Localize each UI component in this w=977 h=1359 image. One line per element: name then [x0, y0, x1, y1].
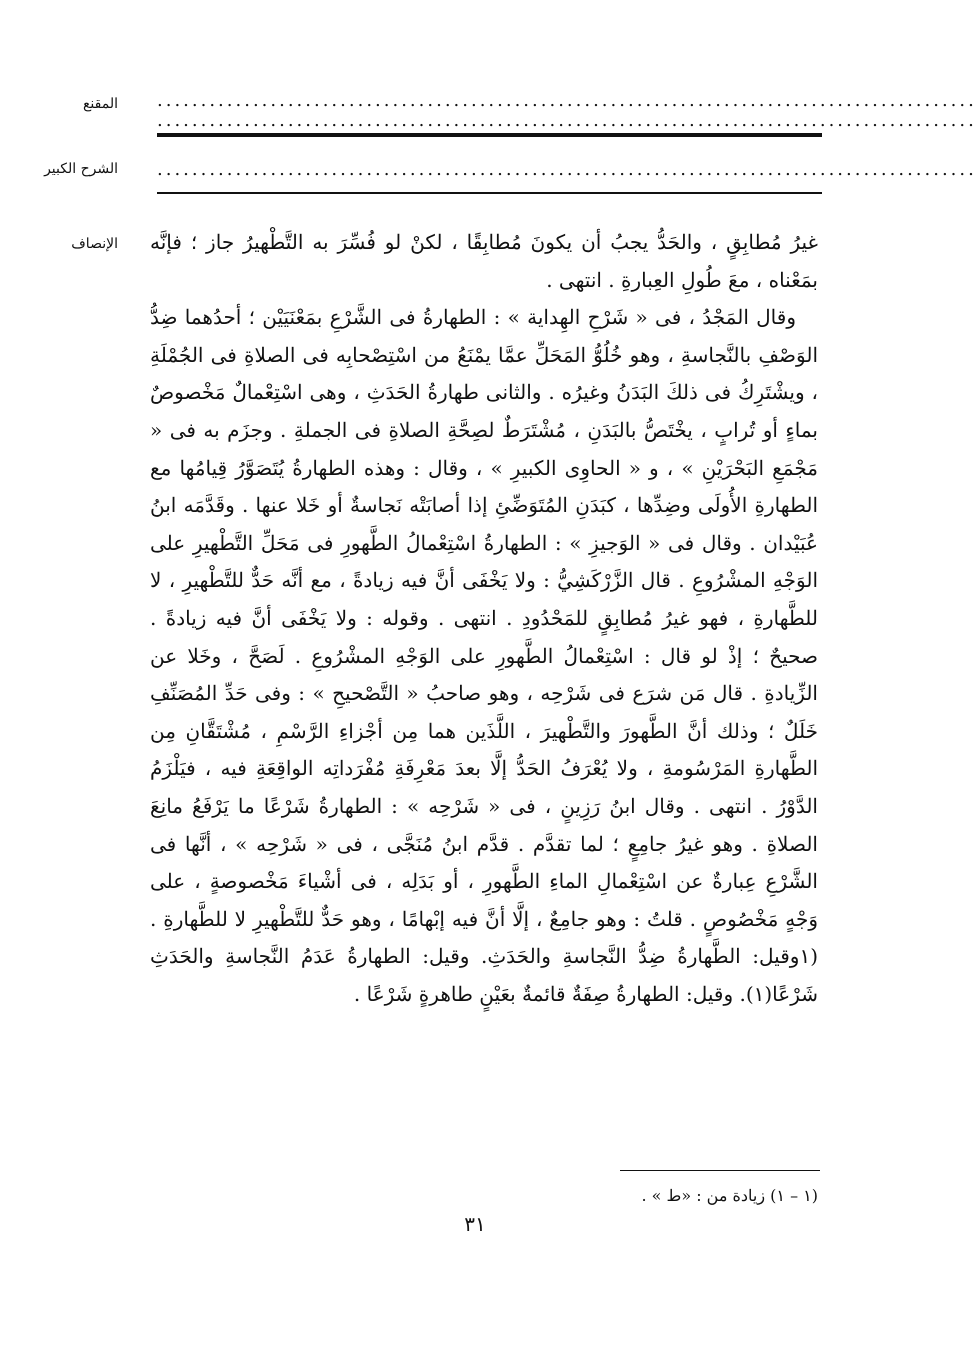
margin-label-insaf: الإنصاف — [71, 236, 118, 252]
paragraph-2: وقال المَجْدُ ، فى « شَرْحِ الهِداية » : الطهارةُ فى الشَّرْعِ بمَعْنَيَيْن ؛ أحدُهما ضِدُّ الوَصْفِ بالنَّجاسةِ ، وهو خُلُوُّ المَحَلِّ عمَّا يمْنَعُ من اسْتِصْحابِه فى الصلاةِ فى الجُمْلَةِ ، ويشْتَرِكُ فى ذلكَ البَدَنُ وغيرُه . والثانى طهارةُ الحَدَثِ ، وهى اسْتِعْمالٌ مَخْصوصٌ بماءٍ أو تُرابٍ ، يخْتَصُّ بالبَدَنِ ، مُشْتَرَطٌ لصِحَّةِ الصلاةِ فى الجملةِ . وجزَم به فى « مَجْمَعِ البَحْرَيْنِ » ، و « الحاوِى الكبيرِ » ، وقال : وهذه الطهارةُ يُتَصَوَّرُ قِيامُها مع الطهارةِ الأُولَى وضِدِّها ، كبَدَنِ المُتَوَضِّئِ إذا أصابَتْه نَجاسةٌ أو خَلا عنها . وقَدَّمَه ابنُ عُبَيْدان . وقال فى « الوَجيزِ » : الطهارةُ اسْتِعْمالُ الطَّهورِ فى مَحَلِّ التَّطْهيرِ على الوَجْهِ المشْرُوعِ . قال الزَّرْكَشِيُّ : ولا يَخْفَى أنَّ فيه زيادةً ، مع أنَّه حَدٌّ للتَّطْهيرِ ، لا للطَّهارةِ ، فهو غيرُ مُطابِقٍ للمَحْدُودِ . انتهى . وقوله : ولا يَخْفَى أنَّ فيه زيادةً . صحيحٌ ؛ إذْ لو قال : اسْتِعْمالُ الطَّهورِ على الوَجْهِ المشْرُوعِ . لَصَحَّ ، وخَلا عن الزِّيادةِ . قال مَن شرَع فى شَرْحِه ، وهو صاحبُ « التَّصْحيحِ » : وفى حَدِّ المُصَنِّفِ خَلَلٌ ؛ وذلك أنَّ الطَّهورَ والتَّطْهيرَ ، اللَّذَين هما مِن أجْزاءِ الرَّسْمِ ، مُشْتَقَّانِ مِن الطَّهارةِ المَرْسُومةِ ، ولا يُعْرَفُ الحَدُّ إلَّا بعدَ مَعْرِفَةِ مُفْرَداتِه الواقِعَةِ فيه ، فيَلْزَمُ الدَّوْرُ . انتهى . وقال ابنُ رَزِينٍ ، فى « شَرْحِه » : الطهارةُ شَرْعًا ما يَرْفَعُ مانِعَ الصلاةِ . وهو غيرُ جامِعٍ ؛ لما تقدَّم . قدَّم ابنُ مُنَجَّى ، فى « شَرْحِه » ، أنَّها فى الشَّرْعِ عِبارةٌ عن اسْتِعْمالِ الماءِ الطَّهورِ ، أو بَدَلِه ، فى أشْياءَ مَخْصوصةٍ ، على وَجْهٍ مَخْصُوصٍ . قلتُ : وهو جامِعٌ ، إلَّا أنَّ فيه إبْهامًا ، وهو حَدٌّ للتَّطْهيرِ لا للطَّهارةِ . (١وقيل: الطَّهارةُ ضِدُّ النَّجاسةِ والحَدَثِ. وقيل: الطهارةُ عَدَمُ النَّجاسةِ والحَدَثِ شَرْعًا(١). وقيل: الطهارةُ صِفَةٌ قائمةٌ بعَيْنٍ طاهرةٍ شَرْعًا . — [150, 305, 819, 1006]
page-number: ٣١ — [464, 1212, 486, 1236]
dotted-line-sharh: .............................................................................................. — [157, 159, 977, 180]
main-text — [150, 224, 818, 1013]
footnote-divider — [620, 1170, 820, 1171]
thick-divider — [157, 133, 822, 137]
thin-divider — [157, 192, 822, 194]
footnote: (١ – ١) زيادة من : «ط » . — [641, 1186, 818, 1205]
paragraph-1: غيرُ مُطابِقٍ ، والحَدُّ يجبُ أن يكونَ مُطابِقًا ، لكنْ لو فُسِّرَ به التَّطْهيرُ جاز ؛ فإنَّه بمَعْناه ، معَ طُولِ العِبارةِ . انتهى . — [150, 230, 818, 292]
dotted-line-muqni-1: .............................................................................................. — [157, 90, 977, 111]
margin-label-muqni: المقنع — [82, 96, 118, 112]
margin-label-sharh-kabir: الشرح الكبير — [44, 161, 118, 177]
dotted-line-muqni-2: .............................................................................................. — [157, 110, 977, 131]
